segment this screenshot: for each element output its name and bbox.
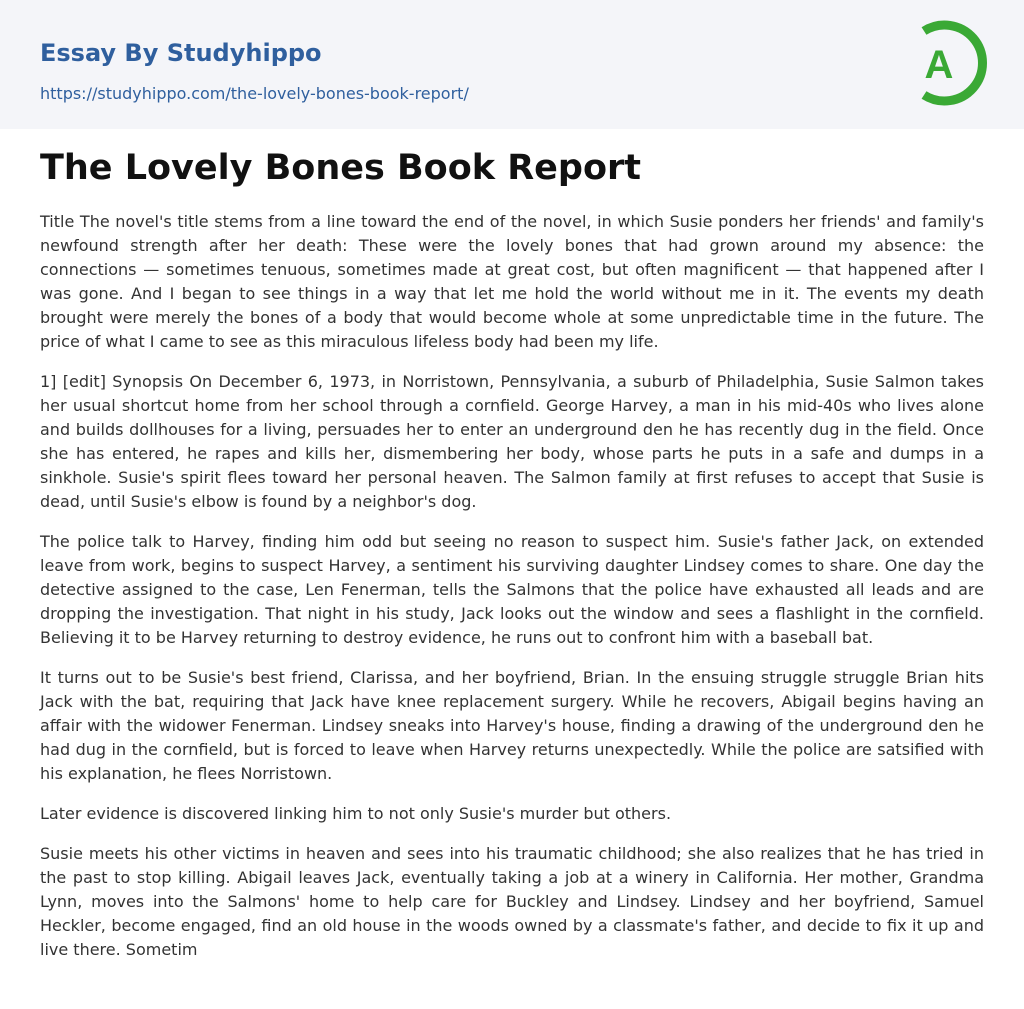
studyhippo-logo-icon[interactable]	[912, 18, 988, 108]
logo-letter: A	[924, 43, 954, 87]
paragraph-synopsis: 1] [edit] Synopsis On December 6, 1973, in Norristown, Pennsylvania, a suburb of Philadelphia, Susie Salmon takes her usual shortcut home from her school through a cornfield. George Harvey, a man in his mid-40s who lives alone and builds dollhouses for a living, persuades her to enter an underground den he has recently dug in the field. Once she has entered, he rapes and kills her, dismembering her body, whose parts he puts in a safe and dumps in a sinkhole. Susie's spirit flees toward her personal heaven. The Salmon family at first refuses to accept that Susie is dead, until Susie's elbow is found by a neighbor's dog.	[40, 372, 984, 511]
essay-url-link[interactable]: https://studyhippo.com/the-lovely-bones-book-report/	[40, 84, 469, 103]
paragraph-evidence: Later evidence is discovered linking him to not only Susie's murder but others.	[40, 804, 672, 823]
paragraph-victims: Susie meets his other victims in heaven and sees into his traumatic childhood; she also realizes that he has tried in the past to stop killing. Abigail leaves Jack, eventually taking a job at a winery in California. Her mother, Grandma Lynn, moves into the Salmons' home to help care for Buckley and Lindsey. Lindsey and her boyfriend, Samuel Heckler, become engaged, find an old house in the woods owned by a classmate's father, and decide to fix it up and live there. Sometim	[40, 844, 984, 959]
site-brand[interactable]: Essay By Studyhippo	[40, 39, 322, 67]
paragraph-police: The police talk to Harvey, finding him odd but seeing no reason to suspect him. Susie's father Jack, on extended leave from work, begins to suspect Harvey, a sentiment his surviving daughter Lindsey comes to share. One day the detective assigned to the case, Len Fenerman, tells the Salmons that the police have exhausted all leads and are dropping the investigation. That night in his study, Jack looks out the window and sees a flashlight in the cornfield. Believing it to be Harvey returning to destroy evidence, he runs out to confront him with a baseball bat.	[40, 532, 984, 647]
site-header	[0, 0, 1024, 129]
paragraph-title: Title The novel's title stems from a line toward the end of the novel, in which Susie ponders her friends' and family's newfound strength after her death: These were the lovely bones that had grown around my absence: the connections — sometimes tenuous, sometimes made at great cost, but often magnificent — that happened after I was gone. And I began to see things in a way that let me hold the world without me in it. The events my death brought were merely the bones of a body that would become whole at some unpredictable time in the future. The price of what I came to see as this miraculous lifeless body had been my life.	[40, 212, 984, 351]
article-title: The Lovely Bones Book Report	[40, 148, 642, 188]
article	[40, 140, 984, 978]
paragraph-clarissa: It turns out to be Susie's best friend, Clarissa, and her boyfriend, Brian. In the ensuing struggle struggle Brian hits Jack with the bat, requiring that Jack have knee replacement surgery. While he recovers, Abigail begins having an affair with the widower Fenerman. Lindsey sneaks into Harvey's house, finding a drawing of the underground den he had dug in the cornfield, but is forced to leave when Harvey returns unexpectedly. While the police are satsified with his explanation, he flees Norristown.	[40, 668, 984, 783]
